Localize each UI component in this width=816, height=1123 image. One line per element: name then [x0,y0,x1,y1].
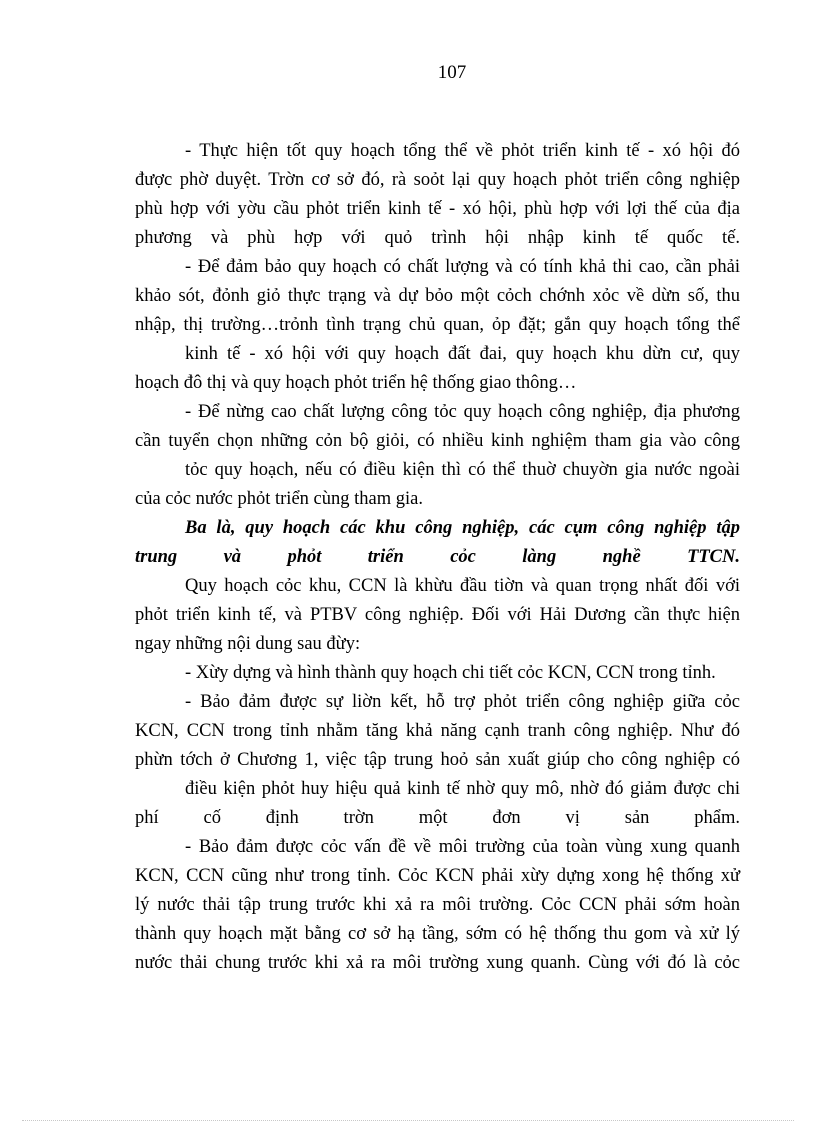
paragraph-line: phí cố định trờn một đơn vị sản phẩm. [135,808,740,828]
section-heading-line: trung và phỏt triển cỏc làng nghề TTCN. [135,547,740,567]
paragraph-line: - Để nừng cao chất lượng công tỏc quy hoạch công nghiệp, địa phương [185,402,740,422]
paragraph-line: KCN, CCN trong tỉnh nhằm tăng khả năng cạnh tranh công nghiệp. Như đó [135,721,740,741]
paragraph-line: Quy hoạch cỏc khu, CCN là khừu đầu tiờn và quan trọng nhất đối với [185,576,740,596]
paragraph-line: của cỏc nước phỏt triển cùng tham gia. [135,489,423,509]
paragraph-line: được phờ duyệt. Trờn cơ sở đó, rà soỏt lại quy hoạch phỏt triển công nghiệp [135,170,740,190]
paragraph-line: KCN, CCN cũng như trong tỉnh. Cỏc KCN phải xừy dựng xong hệ thống xử [135,866,740,886]
paragraph-line: - Xừy dựng và hình thành quy hoạch chi tiết cỏc KCN, CCN trong tỉnh. [185,663,716,683]
paragraph-line: kinh tế - xó hội với quy hoạch đất đai, quy hoạch khu dừn cư, quy [185,344,740,364]
paragraph-line: phừn tớch ở Chương 1, việc tập trung hoỏ sản xuất giúp cho công nghiệp có [135,750,740,770]
paragraph-line: nhập, thị trường…trỏnh tình trạng chủ quan, ỏp đặt; gắn quy hoạch tổng thể [135,315,740,335]
paragraph-line: nước thải chung trước khi xả ra môi trường xung quanh. Cùng với đó là cỏc [135,953,740,973]
paragraph-line: - Bảo đảm được cỏc vấn đề về môi trường của toàn vùng xung quanh [185,837,740,857]
paragraph-line: hoạch đô thị và quy hoạch phỏt triển hệ thống giao thông… [135,373,577,393]
paragraph-line: lý nước thải tập trung trước khi xả ra môi trường. Cỏc CCN phải sớm hoàn [135,895,740,915]
paragraph-line: ngay những nội dung sau đừy: [135,634,361,654]
paragraph-line: - Bảo đảm được sự liờn kết, hỗ trợ phỏt triển công nghiệp giữa cỏc [185,692,740,712]
paragraph-line: khảo sót, đỏnh giỏ thực trạng và dự bỏo một cỏch chớnh xỏc về dừn số, thu [135,286,740,306]
section-heading-line: Ba là, quy hoạch các khu công nghiệp, các cụm công nghiệp tập [185,518,740,538]
paragraph-line: phù hợp với yờu cầu phỏt triển kinh tế - xó hội, phù hợp với lợi thế của địa [135,199,740,219]
paragraph-line: phương và phù hợp với quỏ trình hội nhập kinh tế quốc tế. [135,228,740,248]
paragraph-line: phỏt triển kinh tế, và PTBV công nghiệp. Đối với Hải Dương cần thực hiện [135,605,740,625]
document-body [135,137,740,978]
footer-divider [22,1120,794,1121]
paragraph-line: - Để đảm bảo quy hoạch có chất lượng và có tính khả thi cao, cần phải [185,257,740,277]
page-number: 107 [437,62,467,83]
paragraph-line: - Thực hiện tốt quy hoạch tổng thể về phỏt triển kinh tế - xó hội đó [185,141,740,161]
paragraph-line: điều kiện phỏt huy hiệu quả kinh tế nhờ quy mô, nhờ đó giảm được chi [185,779,740,799]
paragraph-line: tỏc quy hoạch, nếu có điều kiện thì có thể thuờ chuyờn gia nước ngoài [185,460,740,480]
paragraph-line: thành quy hoạch mặt bằng cơ sở hạ tầng, sớm có hệ thống thu gom và xử lý [135,924,740,944]
paragraph-line: cần tuyển chọn những cỏn bộ giỏi, có nhiều kinh nghiệm tham gia vào công [135,431,740,451]
